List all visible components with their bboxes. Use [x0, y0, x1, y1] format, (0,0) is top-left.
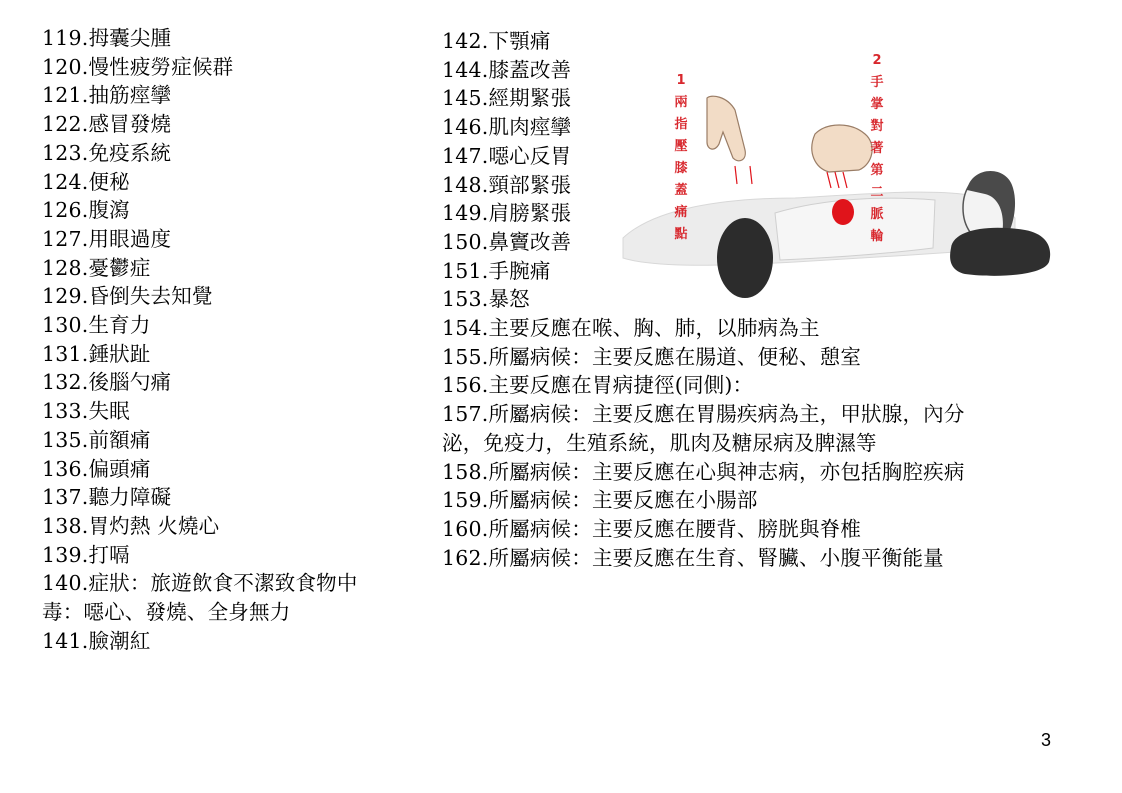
list-item: 137.聽力障礙 — [42, 485, 172, 510]
torso-shape — [775, 198, 935, 260]
list-item: 157.所屬病候：主要反應在胃腸疾病為主，甲狀腺，內分 — [442, 402, 965, 427]
list-item: 126.腹瀉 — [42, 198, 130, 223]
right-hand-shape — [812, 125, 872, 172]
list-item: 133.失眠 — [42, 399, 130, 424]
list-item: 121.抽筋痙攣 — [42, 83, 172, 108]
list-item: 135.前額痛 — [42, 427, 151, 452]
list-item: 140.症狀：旅遊飲食不潔致食物中 — [42, 571, 358, 596]
list-item: 131.錘狀趾 — [42, 341, 151, 366]
list-item: 122.感冒發燒 — [42, 112, 172, 137]
list-item: 129.昏倒失去知覺 — [42, 284, 213, 309]
list-item: 127.用眼過度 — [42, 226, 172, 251]
left-column-list — [42, 24, 422, 655]
list-item: 155.所屬病候：主要反應在腸道、便秘、憩室 — [442, 344, 862, 369]
treatment-illustration — [615, 48, 1055, 300]
list-item: 162.所屬病候：主要反應在生育、腎臟、小腹平衡能量 — [442, 545, 944, 570]
list-item: 123.免疫系統 — [42, 140, 172, 165]
list-item: 153.暴怒 — [442, 287, 530, 312]
list-item: 150.鼻竇改善 — [442, 229, 572, 254]
figure-label-chakra: 2手掌對著第二脈輪 — [870, 53, 884, 244]
list-item: 136.偏頭痛 — [42, 456, 151, 481]
list-item-continuation: 泌，免疫力，生殖系統，肌肉及糖尿病及脾濕等 — [442, 430, 877, 455]
list-item: 120.慢性疲勞症候群 — [42, 54, 234, 79]
list-item: 151.手腕痛 — [442, 258, 551, 283]
list-item-continuation: 毒：噁心、發燒、全身無力 — [42, 600, 291, 625]
chakra-point-marker — [832, 199, 854, 225]
list-item: 156.主要反應在胃病捷徑(同側)： — [442, 373, 754, 398]
list-item: 119.拇囊尖腫 — [42, 26, 172, 50]
list-item: 158.所屬病候：主要反應在心與神志病，亦包括胸腔疾病 — [442, 459, 965, 484]
list-item: 142.下顎痛 — [442, 29, 551, 53]
list-item: 139.打嗝 — [42, 542, 130, 567]
list-item: 138.胃灼熱 火燒心 — [42, 513, 220, 538]
page-number: 3 — [1041, 730, 1052, 750]
list-item: 128.憂鬱症 — [42, 255, 151, 280]
list-item: 144.膝蓋改善 — [442, 57, 572, 82]
list-item: 154.主要反應在喉、胸、肺，以肺病為主 — [442, 316, 820, 341]
bolster-shape — [717, 218, 773, 298]
list-item: 149.肩膀緊張 — [442, 201, 572, 226]
list-item: 160.所屬病候：主要反應在腰背、膀胱與脊椎 — [442, 516, 862, 541]
list-item: 141.臉潮紅 — [42, 628, 151, 653]
list-item: 159.所屬病候：主要反應在小腸部 — [442, 488, 758, 513]
list-item: 124.便秘 — [42, 169, 130, 194]
list-item: 132.後腦勺痛 — [42, 370, 172, 395]
pillow-shape — [950, 228, 1050, 276]
list-item: 146.肌肉痙攣 — [442, 115, 572, 140]
list-item: 145.經期緊張 — [442, 86, 572, 111]
left-hand-shape — [707, 96, 745, 161]
figure-label-knee: 1兩指壓膝蓋痛點 — [674, 73, 688, 242]
list-item: 130.生育力 — [42, 313, 151, 338]
list-item: 148.頸部緊張 — [442, 172, 572, 197]
list-item: 147.噁心反胃 — [442, 143, 572, 168]
